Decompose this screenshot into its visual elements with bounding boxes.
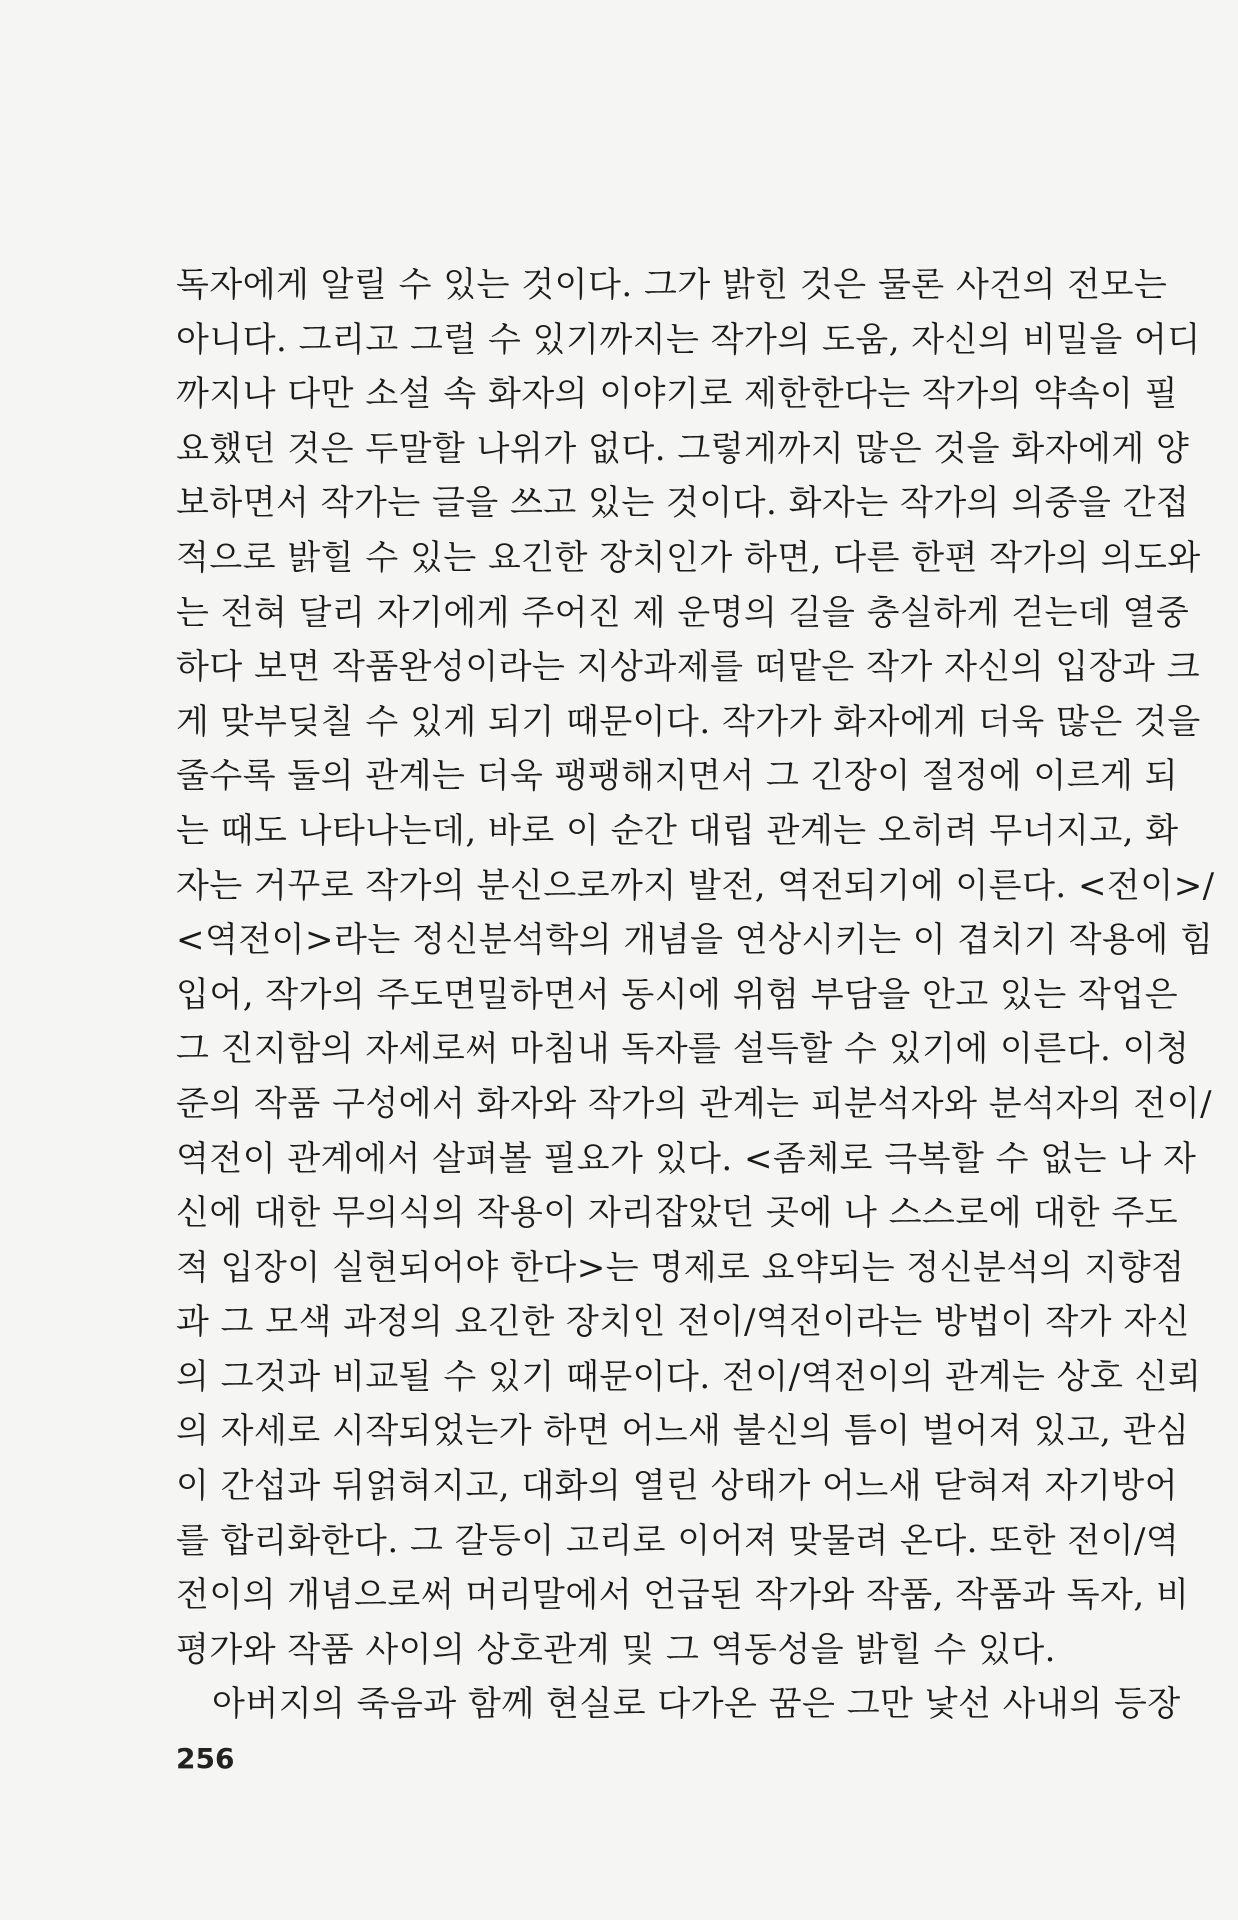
text-line: 평가와 작품 사이의 상호관계 및 그 역동성을 밝힐 수 있다.	[176, 1629, 1056, 1670]
text-line: 자는 거꾸로 작가의 분신으로까지 발전, 역전되기에 이른다. <전이>/	[176, 865, 1215, 906]
text-line: 게 맞부딪칠 수 있게 되기 때문이다. 작가가 화자에게 더욱 많은 것을	[176, 701, 1201, 742]
text-line: 이 간섭과 뒤얽혀지고, 대화의 열린 상태가 어느새 닫혀져 자기방어	[176, 1466, 1179, 1507]
text-line: 를 합리화한다. 그 갈등이 고리로 이어져 맞물려 온다. 또한 전이/역	[176, 1520, 1180, 1561]
paragraph-2	[176, 1677, 1181, 1732]
text-line: 하다 보면 작품완성이라는 지상과제를 떠맡은 작가 자신의 입장과 크	[176, 647, 1201, 688]
text-line: 의 그것과 비교될 수 있기 때문이다. 전이/역전이의 관계는 상호 신뢰	[176, 1356, 1202, 1397]
text-line: 전이의 개념으로써 머리말에서 언급된 작가와 작품, 작품과 독자, 비	[176, 1575, 1190, 1616]
text-line: 역전이 관계에서 살펴볼 필요가 있다. <좀체로 극복할 수 없는 나 자	[176, 1138, 1197, 1179]
text-line: 는 때도 나타나는데, 바로 이 순간 대립 관계는 오히려 무너지고, 화	[176, 810, 1179, 851]
text-line: 는 전혀 달리 자기에게 주어진 제 운명의 길을 충실하게 걷는데 열중	[176, 592, 1190, 633]
text-line: 아버지의 죽음과 함께 현실로 다가온 꿈은 그만 낯선 사내의 등장	[212, 1684, 1181, 1725]
body-text	[176, 258, 1215, 1732]
text-line: 요했던 것은 두말할 나위가 없다. 그렇게까지 많은 것을 화자에게 양	[176, 428, 1190, 469]
text-line: 의 자세로 시작되었는가 하면 어느새 불신의 틈이 벌어져 있고, 관심	[176, 1411, 1190, 1452]
text-line: 보하면서 작가는 글을 쓰고 있는 것이다. 화자는 작가의 의중을 간접	[176, 483, 1190, 524]
text-line: 까지나 다만 소설 속 화자의 이야기로 제한한다는 작가의 약속이 필	[176, 374, 1179, 415]
text-line: <역전이>라는 정신분석학의 개념을 연상시키는 이 겹치기 작용에 힘	[176, 920, 1214, 961]
text-line: 신에 대한 무의식의 작용이 자리잡았던 곳에 나 스스로에 대한 주도	[176, 1193, 1179, 1234]
text-line: 입어, 작가의 주도면밀하면서 동시에 위험 부담을 안고 있는 작업은	[176, 974, 1179, 1015]
text-line: 줄수록 둘의 관계는 더욱 팽팽해지면서 그 긴장이 절정에 이르게 되	[176, 756, 1179, 797]
text-line: 적으로 밝힐 수 있는 요긴한 장치인가 하면, 다른 한편 작가의 의도와	[176, 537, 1201, 578]
text-line: 아니다. 그리고 그럴 수 있기까지는 작가의 도움, 자신의 비밀을 어디	[176, 319, 1201, 360]
text-line: 적 입장이 실현되어야 한다>는 명제로 요약되는 정신분석의 지향점	[176, 1247, 1185, 1288]
text-line: 준의 작품 구성에서 화자와 작가의 관계는 피분석자와 분석자의 전이/	[176, 1083, 1213, 1124]
page-number: 256	[176, 1742, 235, 1775]
paragraph-1	[176, 258, 1215, 1677]
text-line: 과 그 모색 과정의 요긴한 장치인 전이/역전이라는 방법이 작가 자신	[176, 1302, 1191, 1343]
text-line: 독자에게 알릴 수 있는 것이다. 그가 밝힌 것은 물론 사건의 전모는	[176, 265, 1168, 305]
text-line: 그 진지함의 자세로써 마침내 독자를 설득할 수 있기에 이른다. 이청	[176, 1029, 1190, 1070]
